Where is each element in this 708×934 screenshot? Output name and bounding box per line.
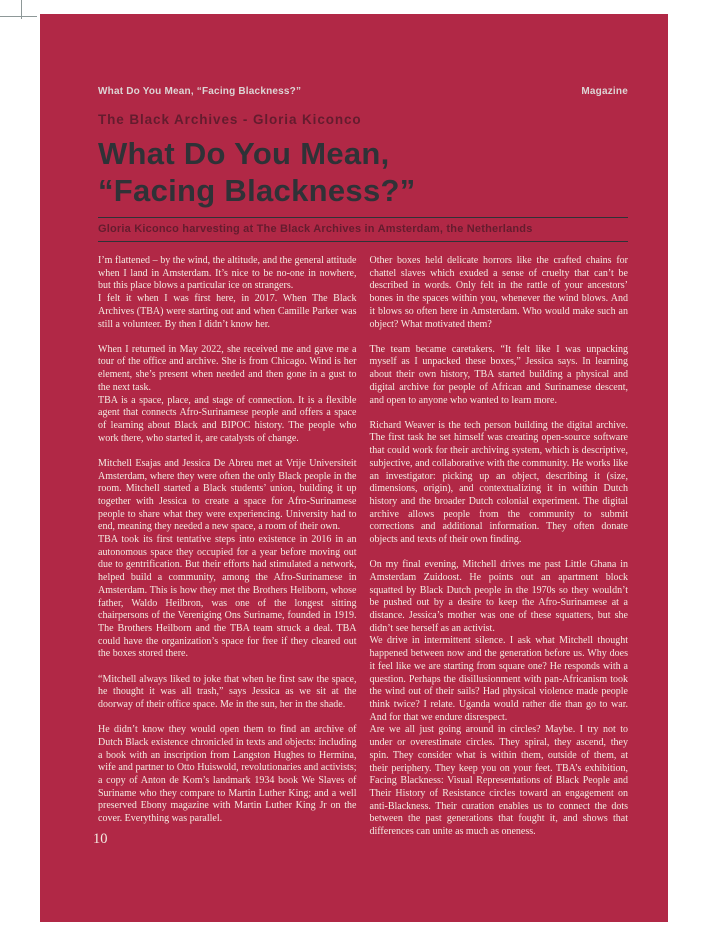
body-paragraph: When I returned in May 2022, she received me and gave me a tour of the office and archive. She is from Chicago. Wind is her element, she’s present when needed and then gone in a gust to the next task. [98, 343, 357, 393]
paragraph-block [370, 344, 629, 408]
photo-caption: Gloria Kiconco harvesting at The Black Archives in Amsterdam, the Netherlands [98, 223, 533, 235]
paragraph-block [98, 458, 357, 661]
paragraph-block [370, 420, 629, 547]
body-paragraph: I’m flattened – by the wind, the altitude, and the general attitude when I land in Amsterdam. It’s nice to be no-one in nowhere, but this place blows a particular ice on strangers. [98, 255, 357, 292]
article-title [98, 135, 628, 209]
article-body [98, 255, 628, 839]
body-paragraph: He didn’t know they would open them to find an archive of Dutch Black existence chronicled in texts and objects: including a book with an inscription from Langston Hughes to Hermina, wife and partner to Otto Huiswold, revolutionaries and activists; a copy of Anton de Kom’s landmark 1934 book We Slaves of Suriname who they compare to Martin Luther King; and a well preserved Ebony magazine with Martin Luther King Jr on the cover. Everything was parallel. [98, 724, 357, 825]
magazine-page [40, 14, 668, 922]
body-paragraph: I felt it when I was first here, in 2017. When The Black Archives (TBA) were starting out and when Camille Parker was still a volunteer. By then I didn’t know her. [98, 293, 357, 330]
body-paragraph: TBA took its first tentative steps into existence in 2016 in an autonomous space they occupied for a year before moving out due to gentrification. But their efforts had stimulated a network, helped build a community, among the Afro-Surinamese in Amsterdam. This is how they met the Brothers Heliborn, whose father, Waldo Heilbron, was one of the longest sitting chairpersons of the Vereniging Ons Suriname, founded in 1919. The Brothers Heilborn and the TBA team struck a deal. TBA could have the organization’s space for free if they cleared out the boxes stored there. [98, 534, 357, 660]
body-paragraph: We drive in intermittent silence. I ask what Mitchell thought happened between now and the generation before us. Why does it feel like we are starting from square one? He responds with a question. Perhaps the disillusionment with pan-Africanism took the wind out of their sails? Had physical violence made people think twice? I relate. Uganda would rather die than go to war. And for that we endure disrespect. [369, 635, 628, 723]
crop-mark-horizontal [0, 16, 37, 17]
divider-top [98, 217, 628, 218]
body-paragraph: The team became caretakers. “It felt like I was unpacking myself as I unpacked these boxes,” Jessica says. In learning about their own history, TBA started building a physical and digital archive for people of African and Surinamese descent, and open to anyone who wanted to learn more. [369, 343, 628, 406]
running-header [98, 14, 628, 97]
body-paragraph: Richard Weaver is the tech person building the digital archive. The first task he set himself was creating open-source software that could work for their archiving system, which is descriptive, subjective, and collaborative with the community. He works like an investigator: picking up an object, describing it (size, dimensions, origin), and contextualizing it in within Dutch history and the broader Dutch colonial experiment. The digital archive allows people from the community to submit corrections and additional information. They often donate objects and texts of their own finding. [369, 419, 628, 546]
running-head-title: What Do You Mean, “Facing Blackness?” [98, 86, 302, 97]
paragraph-block [98, 674, 357, 712]
magazine-label: Magazine [581, 86, 628, 97]
paragraph-block [98, 724, 357, 826]
article-column-left [98, 255, 357, 839]
page-number: 10 [93, 831, 108, 847]
body-paragraph: TBA is a space, place, and stage of connection. It is a flexible agent that connects Afro-Surinamese people and offers a space of learning about Black and BIPOC history. The people who work there, who started it, are catalysts of change. [98, 394, 357, 444]
paragraph-block [370, 255, 629, 331]
article-kicker: The Black Archives - Gloria Kiconco [98, 112, 362, 127]
body-paragraph: Mitchell Esajas and Jessica De Abreu met at Vrije Universiteit Amsterdam, where they were often the only Black people in the room. Mitchell started a Black students’ union, building it up together with Jessica to create a space for Afro-Surinamese people to share what they were experiencing. University had to end, meaning they needed a new space, a room of their own. [98, 457, 357, 533]
paragraph-block [98, 344, 357, 446]
body-paragraph: Are we all just going around in circles? Maybe. I try not to under or overestimate circles. They spiral, they ascend, they spin. They consider what is within them, outside of them, at their periphery. They keep you on your feet. TBA’s exhibition, Facing Blackness: Visual Representations of Black People and Their History of Resistance circles toward an engagement on anti-Blackness. Their curation enables us to connect the dots between the past generations that fought it, and shows that differences can unite as much as oneness. [369, 724, 628, 838]
article-column-right [370, 255, 629, 839]
article-title-line-2: “Facing Blackness?” [98, 173, 416, 208]
divider-bottom [98, 241, 628, 242]
body-paragraph: On my final evening, Mitchell drives me past Little Ghana in Amsterdam Zuidoost. He points out an apartment block squatted by Black Dutch people in the 1970s so they wouldn’t be pushed out by a desire to keep the Afro-Surinamese at a distance. Jessica’s mother was one of these squatters, but she didn’t see herself as an activist. [369, 559, 628, 634]
body-paragraph: Other boxes held delicate horrors like the crafted chains for chattel slaves which exuded a sense of cruelty that can’t be described in words. Only felt in the rattle of your ancestors’ bones in the spaces within you, whenever the wind blows. And it blows so often here in Amsterdam. Who would make such an object? What motivated them? [369, 255, 628, 330]
article-title-line-1: What Do You Mean, [98, 136, 390, 171]
paragraph-block [98, 255, 357, 331]
body-paragraph: “Mitchell always liked to joke that when he first saw the space, he thought it was all trash,” says Jessica as we sit at the doorway of their office space. Me in the sun, her in the shade. [98, 673, 357, 710]
paragraph-block [370, 559, 629, 838]
